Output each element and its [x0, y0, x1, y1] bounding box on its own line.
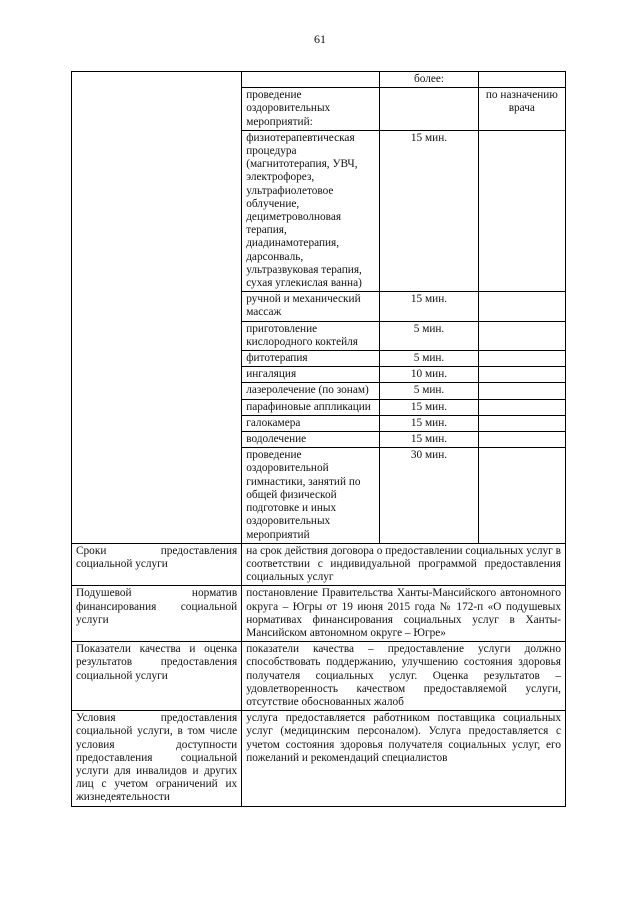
- procedure-note: [478, 130, 565, 291]
- page-number: 61: [314, 32, 326, 46]
- procedure-time: 30 мин.: [380, 448, 478, 543]
- info-label: Условия предоставления социальной услуги, в том числе условия доступности предоставления социальной услуги для инвалидов и других лиц с учетом ограничений их жизнедеятельности: [72, 711, 242, 806]
- procedure-name: галокамера: [242, 415, 380, 431]
- procedure-name: ручной и механический массаж: [242, 292, 380, 321]
- procedure-time: 15 мин.: [380, 130, 478, 291]
- procedure-name: физиотерапевтическая процедура (магнитотерапия, УВЧ, электрофорез, ультрафиолетовое облучение, дециметроволновая терапия, диадинамотерапия, дарсонваль, ультразвуковая терапия, сухая углекислая ванна): [242, 130, 380, 291]
- procedure-note: [478, 432, 565, 448]
- info-label: Подушевой норматив финансирования социальной услуги: [72, 586, 242, 642]
- info-text: показатели качества – предоставление услуги должно способствовать поддержанию, улучшению состояния здоровья получателя социальных услуг. Оценка результатов – удовлетворенность качеством предоставляемой услуги, отсутствие обоснованных жалоб: [242, 642, 566, 711]
- procedure-time: 15 мин.: [380, 399, 478, 415]
- procedure-time: 5 мин.: [380, 321, 478, 350]
- procedure-time: 15 мин.: [380, 432, 478, 448]
- procedure-name: лазеролечение (по зонам): [242, 383, 380, 399]
- table-row: [72, 642, 566, 711]
- procedure-time: 5 мин.: [380, 383, 478, 399]
- procedure-note: [478, 383, 565, 399]
- procedure-note: [478, 367, 565, 383]
- procedure-note: [478, 321, 565, 350]
- procedure-time: 15 мин.: [380, 292, 478, 321]
- procedure-note: [478, 351, 565, 367]
- services-table: [71, 71, 566, 807]
- empty-cell: [242, 72, 380, 88]
- table-row: [72, 72, 566, 88]
- info-text: услуга предоставляется работником поставщика социальных услуг (медицинским персоналом). Услуга предоставляется с учетом состояния здоровья получателя социальных услуг, его пожеланий и рекомендаций специалистов: [242, 711, 566, 806]
- table-row: [72, 543, 566, 586]
- procedure-note: [478, 448, 565, 543]
- procedure-note: [478, 399, 565, 415]
- procedure-name: фитотерапия: [242, 351, 380, 367]
- info-label: Сроки предоставления социальной услуги: [72, 543, 242, 586]
- empty-left-cell: [72, 72, 242, 544]
- procedure-name: проведение оздоровительной гимнастики, занятий по общей физической подготовке и иных оздоровительных мероприятий: [242, 448, 380, 543]
- table-row: [72, 711, 566, 806]
- info-label: Показатели качества и оценка результатов предоставления социальной услуги: [72, 642, 242, 711]
- procedure-name: проведение оздоровительных мероприятий:: [242, 88, 380, 131]
- procedure-time: 5 мин.: [380, 351, 478, 367]
- procedure-time: 10 мин.: [380, 367, 478, 383]
- procedure-name: парафиновые аппликации: [242, 399, 380, 415]
- header-cell: более:: [380, 72, 478, 88]
- info-text: постановление Правительства Ханты-Мансийского автономного округа – Югры от 19 июня 2015 года № 172-п «О подушевых нормативах финансирования социальных услуг в Ханты-Мансийском автономном округе – Югре»: [242, 586, 566, 642]
- procedure-note: по назначению врача: [478, 88, 565, 131]
- procedure-note: [478, 292, 565, 321]
- procedure-time: [380, 88, 478, 131]
- procedure-time: 15 мин.: [380, 415, 478, 431]
- table-row: [72, 586, 566, 642]
- info-text: на срок действия договора о предоставлении социальных услуг в соответствии с индивидуальной программой предоставления социальных услуг: [242, 543, 566, 586]
- procedure-name: приготовление кислородного коктейля: [242, 321, 380, 350]
- procedure-name: ингаляция: [242, 367, 380, 383]
- procedure-note: [478, 415, 565, 431]
- procedure-name: водолечение: [242, 432, 380, 448]
- empty-cell: [478, 72, 565, 88]
